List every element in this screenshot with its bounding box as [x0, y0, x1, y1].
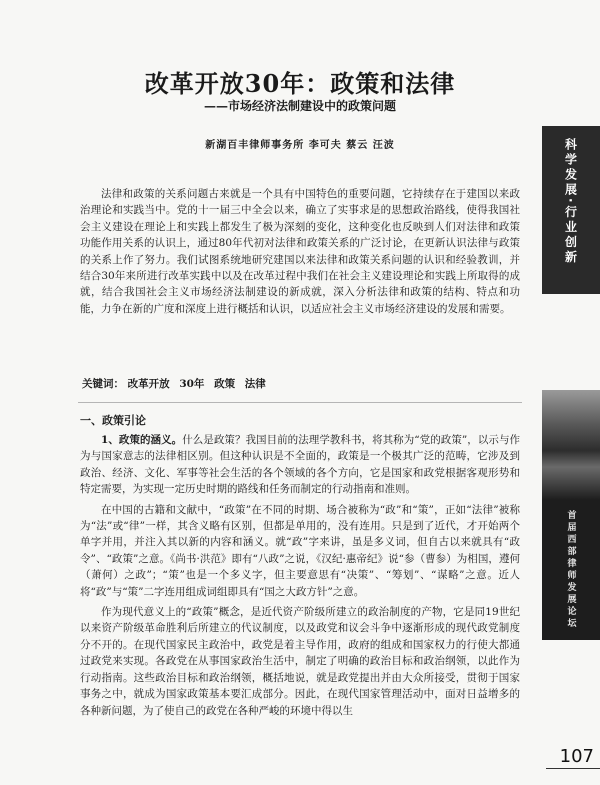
- article-subtitle: ——市场经济法制建设中的政策问题: [203, 99, 396, 113]
- body-paragraph: [80, 432, 520, 498]
- body-paragraph: 作为现代意义上的“政策”概念，是近代资产阶级所建立的政治制度的产物，它是同19世纪以来资产阶级革命胜利后所建立的代议制度，以及政党和议会斗争中逐渐形成的现代政党制度分不开的。在现代国家民主政治中，政党是着主导作用，政府的组成和国家权力的行使大都通过政党来实现。各政党在从事国家政治生活中，制定了明确的政治目标和政治纲领，以此作为行动指南。这些政治目标和政治纲领，概括地说，就是政党提出并由大众所接受，贯彻于国家事务之中，就成为国家政策基本要汇成部分。因此，在现代国家管理活动中，面对日益增多的各种新问题，为了使自己的政党在各种严峻的环境中得以生: [80, 606, 520, 717]
- section-divider: [78, 402, 522, 403]
- side-tab-bottom: [542, 390, 600, 640]
- page-number: 107: [559, 746, 594, 767]
- section-heading: 一、政策引论: [80, 414, 146, 427]
- keywords-label: 关键词：: [82, 378, 124, 390]
- body-text: [80, 432, 520, 723]
- paragraph-text: 什么是政策？我国目前的法理学教科书，将其称为“党的政策”，以示与作为与国家意志的法律相区别。但这种认识是不全面的，政策是一个极其广泛的范畴，它涉及到政治、经济、文化、军事等社会生活的各个领域的各个方向，它是国家和政党根据客观形势和特定需要，为实现一定历史时期的路线和任务而制定的行动指南和准则。: [80, 434, 520, 496]
- abstract-paragraph: 法律和政策的关系问题古来就是一个具有中国特色的重要问题，它持续存在于建国以来政治理论和实践当中。党的十一届三中全会以来，确立了实事求是的思想政治路线，使得我国社会主义建设在理论上和实践上都发生了极为深刻的变化，这种变化也反映到人们对法律和政策功能作用关系的认识上，通过80年代初对法律和政策关系的广泛讨论，在更新认识法律与政策的关系上作了努力。我们试图系统地研究建国以来法律和政策关系问题的认识和经验教训，并结合30年来所进行改革实践中以及在改革过程中我们在社会主义建设理论和实践上所取得的成就，结合我国社会主义市场经济法制建设的新成就，深入分析法律和政策的结构、特点和功能，力争在新的广度和深度上进行概括和认识，以适应社会主义市场经济建设的发展和需要。: [80, 188, 520, 315]
- side-tab-top-label: 科学发展·行业创新: [563, 138, 578, 266]
- side-tab-bottom-label: 首届西部律师发展论坛: [565, 510, 576, 630]
- page-number-rule: [546, 768, 600, 769]
- body-paragraph: 在中国的古籍和文献中，“政策”在不同的时期、场合被称为“政”和“策”，正如“法律”被称为“法”或“律”一样，其含义略有区别，但都是单用的，没有连用。只是到了近代，才开始两个单字并用，并注入其以新的内容和涵义。就“政”字来讲，虽是多义词，但自古以来就具有“政令”、“政策”之意。《尚书·洪范》即有“八政”之说，《汉纪·惠帝纪》说“参（曹参）为相国，遵何（萧何）之政”；“策”也是一个多义字，但主要意思有“决策”、“筹划”、“谋略”之意。近人将“政”与“策”二字连用组成词组即具有“国之大政方针”之意。: [80, 503, 520, 598]
- author-line: 新湖百丰律师事务所 李可夫 蔡云 汪波: [205, 140, 395, 151]
- keyword-item: 改革开放: [127, 378, 170, 390]
- article-title: 改革开放30年：政策和法律: [144, 69, 456, 98]
- keywords-line: [82, 376, 272, 391]
- keyword-item: 30年: [179, 378, 205, 390]
- side-tab-photo: [542, 390, 600, 500]
- side-tab-top: [542, 126, 600, 294]
- paragraph-lead: 1、政策的涵义。: [101, 434, 183, 446]
- keyword-item: 法律: [244, 378, 266, 390]
- keyword-item: 政策: [214, 378, 236, 390]
